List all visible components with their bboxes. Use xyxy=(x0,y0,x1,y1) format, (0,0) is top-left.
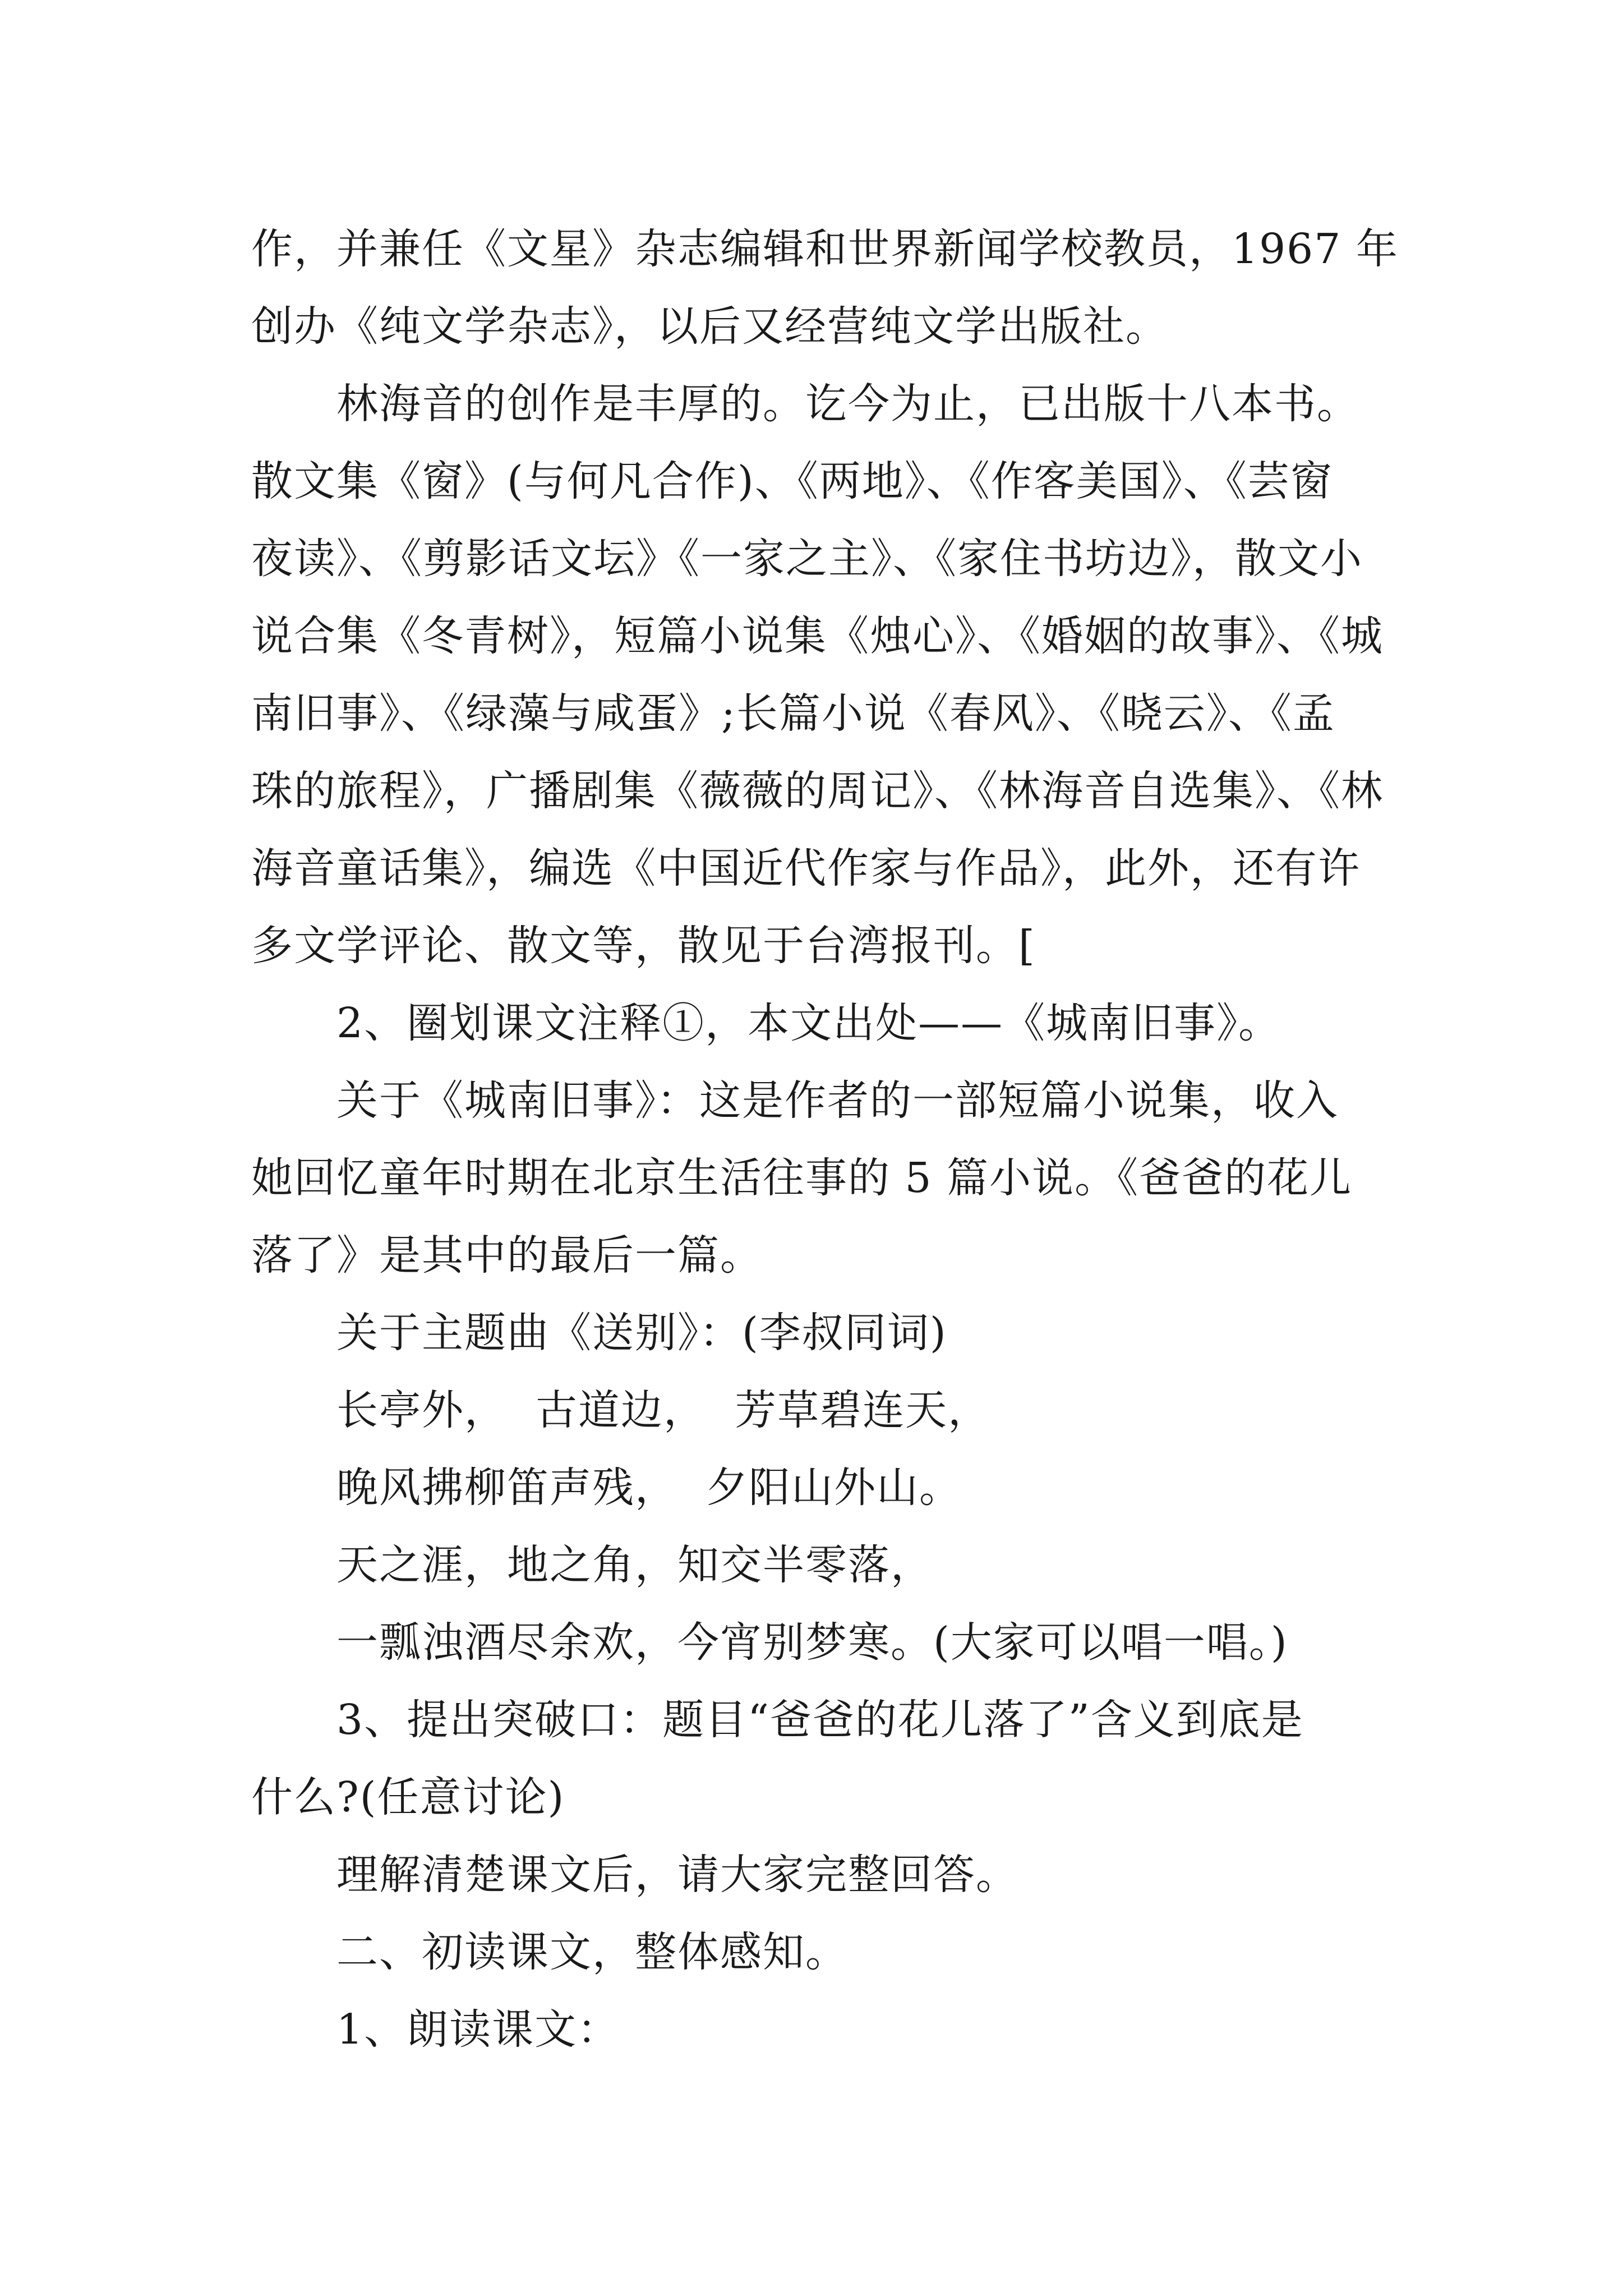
text-line: 说合集《冬青树》，短篇小说集《烛心》、《婚姻的故事》、《城 xyxy=(251,612,1384,660)
paragraph-start-line: 关于《城南旧事》：这是作者的一部短篇小说集，收入 xyxy=(336,1076,1339,1125)
lyric-line: 晚风拂柳笛声残， 夕阳山外山。 xyxy=(336,1464,962,1512)
paragraph-start-line: 2、圈划课文注释①，本文出处——《城南旧事》。 xyxy=(336,999,1281,1047)
text-line: 夜读》、《剪影话文坛》《一家之主》、《家住书坊边》，散文小 xyxy=(251,535,1363,583)
text-line: 落了》是其中的最后一篇。 xyxy=(251,1231,763,1280)
paragraph-start-line: 关于主题曲《送别》：(李叔同词) xyxy=(336,1309,947,1357)
paragraph-start-line: 林海音的创作是丰厚的。讫今为止，已出版十八本书。 xyxy=(336,380,1359,428)
lyric-line: 一瓢浊酒尽余欢，今宵别梦寒。(大家可以唱一唱。) xyxy=(336,1618,1288,1667)
text-line: 创办《纯文学杂志》，以后又经营纯文学出版社。 xyxy=(251,302,1168,351)
text-line: 作，并兼任《文星》杂志编辑和世界新闻学校教员，1967 年 xyxy=(251,225,1399,273)
text-line: 多文学评论、散文等，散见于台湾报刊。[ xyxy=(251,922,1036,970)
paragraph-start-line: 1、朗读课文： xyxy=(336,2005,620,2054)
lyric-line: 天之涯，地之角，知交半零落， xyxy=(336,1541,933,1589)
text-line: 珠的旅程》，广播剧集《薇薇的周记》、《林海音自选集》、《林 xyxy=(251,767,1384,815)
text-line: 散文集《窗》(与何凡合作)、《两地》、《作客美国》、《芸窗 xyxy=(251,457,1333,505)
text-line: 南旧事》、《绿藻与咸蛋》;长篇小说《春风》、《晓云》、《孟 xyxy=(251,689,1335,738)
text-line: 什么?(任意讨论) xyxy=(251,1773,565,1821)
lyric-line: 长亭外， 古道边， 芳草碧连天， xyxy=(336,1386,991,1434)
text-line: 她回忆童年时期在北京生活往事的 5 篇小说。《爸爸的花儿 xyxy=(251,1154,1353,1202)
paragraph-start-line: 理解清楚课文后，请大家完整回答。 xyxy=(336,1851,1018,1899)
section-heading: 二、初读课文，整体感知。 xyxy=(336,1928,848,1976)
document-body xyxy=(251,210,1399,2068)
text-line: 海音童话集》，编选《中国近代作家与作品》，此外，还有许 xyxy=(251,844,1361,892)
paragraph-start-line: 3、提出突破口：题目“爸爸的花儿落了”含义到底是 xyxy=(336,1696,1304,1744)
